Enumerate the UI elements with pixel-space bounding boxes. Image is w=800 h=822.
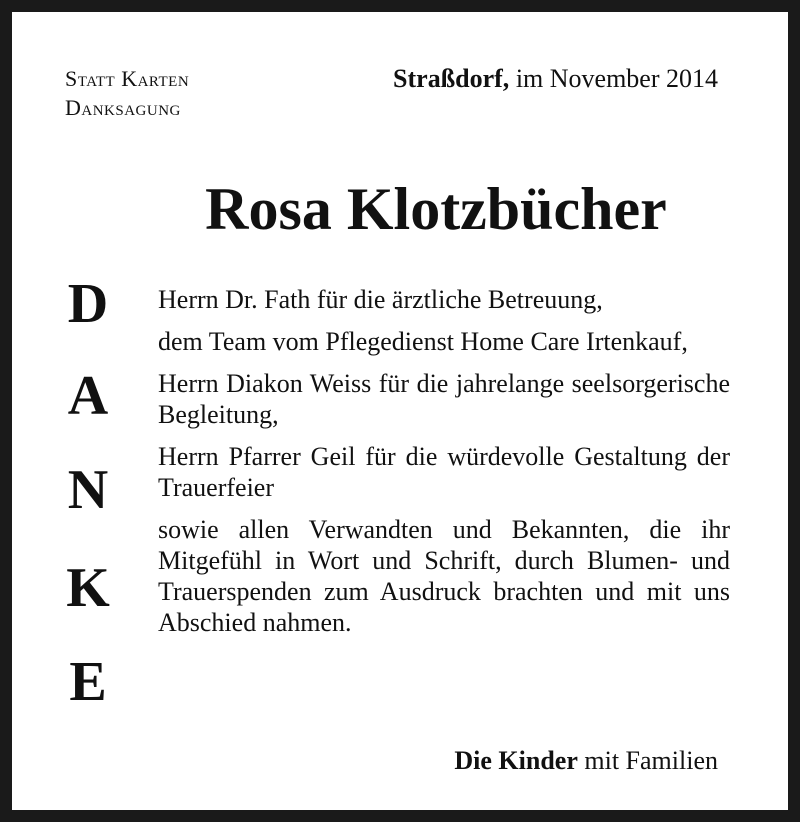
- thanks-paragraph-deacon: Herrn Diakon Weiss für die jahrelange seelsorgerische Begleitung,: [158, 369, 730, 429]
- danke-letter-n: N: [67, 459, 109, 521]
- danke-letter-e: E: [69, 651, 107, 713]
- date-text: im November 2014: [509, 64, 718, 93]
- deceased-name: Rosa Klotzbücher: [205, 176, 667, 242]
- signature: [454, 745, 718, 776]
- thanks-paragraph-care-team: dem Team vom Pflegedienst Home Care Irtenkauf,: [158, 327, 688, 356]
- place-date: [393, 64, 718, 93]
- signature-kinder: Die Kinder: [454, 746, 578, 775]
- place-name: Straßdorf,: [393, 64, 510, 93]
- statt-karten-label: Statt Karten: [65, 66, 190, 91]
- danke-letter-k: K: [66, 557, 110, 619]
- signature-familien: mit Familien: [577, 746, 718, 775]
- card-type-label: [65, 64, 189, 122]
- thanks-paragraph-pastor: Herrn Pfarrer Geil für die würdevolle Gestaltung der Trauerfeier: [158, 442, 730, 502]
- danke-letter-d: D: [67, 273, 109, 335]
- danksagung-label: Danksagung: [65, 95, 181, 120]
- thanks-text: [158, 284, 730, 649]
- danke-letter-a: A: [67, 365, 109, 427]
- thanks-paragraph-doctor: Herrn Dr. Fath für die ärztliche Betreuung,: [158, 285, 603, 314]
- thanks-paragraph-relatives: sowie allen Verwandten und Bekannten, die ihr Mitgefühl in Wort und Schrift, durch Blumen- und Trauerspenden zum Ausdruck brachten und mit uns Abschied nahmen.: [158, 515, 730, 637]
